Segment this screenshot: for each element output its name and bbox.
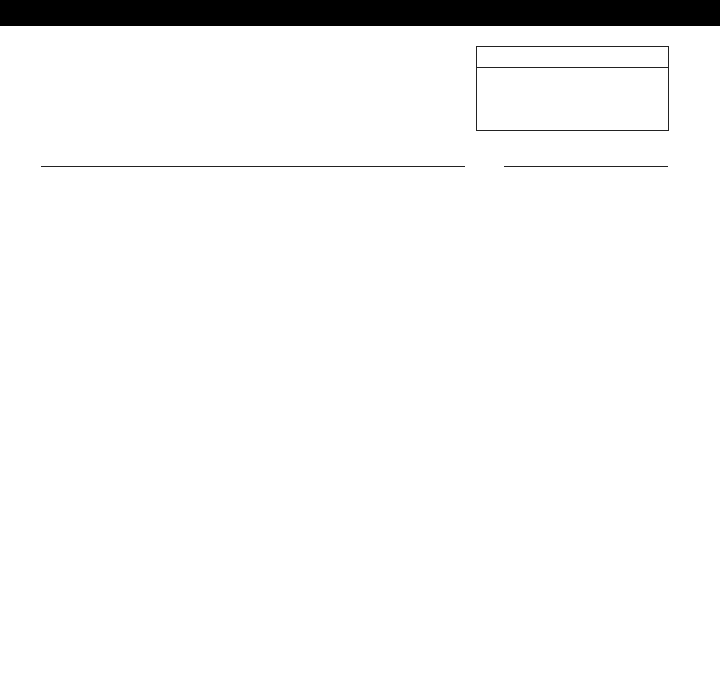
col-longitude <box>133 166 220 167</box>
houses-table <box>504 166 668 167</box>
col-house-declination <box>612 166 669 167</box>
col-planet <box>41 166 133 167</box>
col-latitude <box>318 166 395 167</box>
planet-table <box>41 166 465 167</box>
col-house <box>220 166 260 167</box>
col-speed <box>260 166 318 167</box>
astrodienst-header <box>477 47 668 68</box>
col-houses <box>504 166 612 167</box>
col-declination <box>395 166 465 167</box>
top-black-bar <box>0 0 720 26</box>
astrodienst-box <box>476 46 669 131</box>
